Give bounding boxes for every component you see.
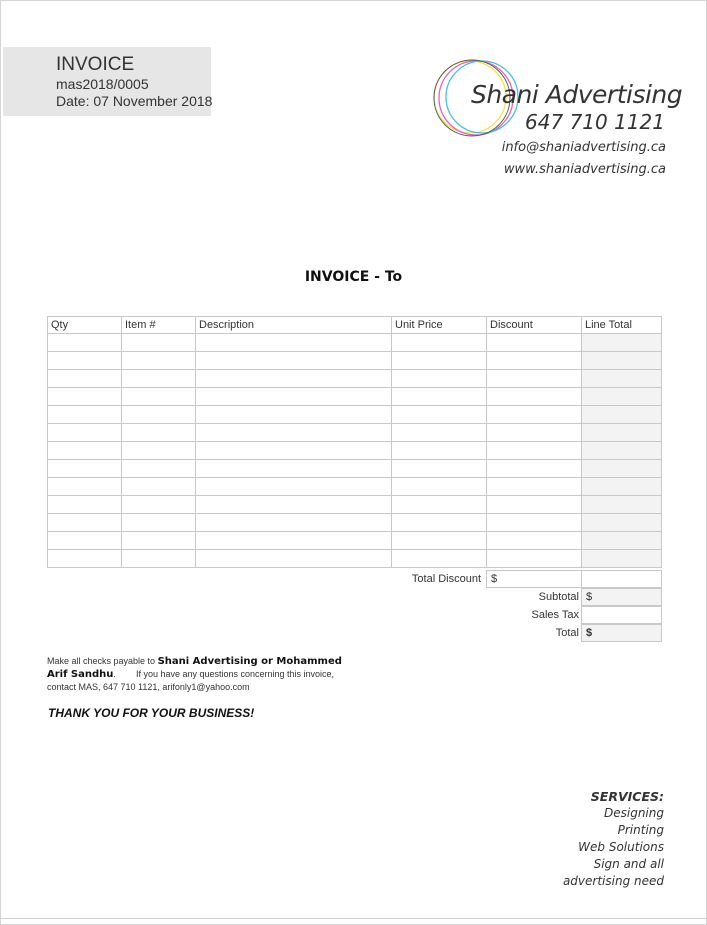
cell-qty[interactable] <box>48 514 122 532</box>
invoice-title: INVOICE <box>56 54 135 75</box>
cell-discount[interactable] <box>487 388 582 406</box>
cell-unit-price[interactable] <box>392 388 487 406</box>
table-row <box>48 424 662 442</box>
column-header-item: Item # <box>122 317 196 334</box>
cell-unit-price[interactable] <box>392 496 487 514</box>
invoice-to-heading: INVOICE - To <box>304 269 403 285</box>
sales-tax-value <box>581 606 662 624</box>
cell-discount[interactable] <box>487 370 582 388</box>
payment-instructions <box>47 655 352 694</box>
cell-line-total[interactable] <box>582 424 662 442</box>
cell-qty[interactable] <box>48 496 122 514</box>
cell-unit-price[interactable] <box>392 406 487 424</box>
bottom-rule <box>0 918 707 919</box>
cell-item[interactable] <box>122 406 196 424</box>
cell-discount[interactable] <box>487 514 582 532</box>
column-header-discount: Discount <box>487 317 582 334</box>
cell-line-total[interactable] <box>582 370 662 388</box>
cell-qty[interactable] <box>48 442 122 460</box>
service-item: Web Solutions <box>578 840 664 854</box>
company-name: Shani Advertising <box>471 80 683 109</box>
cell-item[interactable] <box>122 460 196 478</box>
cell-item[interactable] <box>122 550 196 568</box>
cell-description[interactable] <box>196 532 392 550</box>
cell-qty[interactable] <box>48 424 122 442</box>
company-website: www.shaniadvertising.ca <box>503 162 666 177</box>
subtotal-value: $ <box>581 588 662 606</box>
thank-you-message: THANK YOU FOR YOUR BUSINESS! <box>48 706 255 720</box>
service-item: advertising need <box>562 874 664 888</box>
table-header-row <box>48 317 662 334</box>
cell-discount[interactable] <box>487 406 582 424</box>
cell-description[interactable] <box>196 550 392 568</box>
table-row <box>48 370 662 388</box>
column-header-line-total: Line Total <box>582 317 662 334</box>
table-row <box>48 478 662 496</box>
cell-line-total[interactable] <box>582 550 662 568</box>
cell-line-total[interactable] <box>582 406 662 424</box>
cell-unit-price[interactable] <box>392 514 487 532</box>
cell-item[interactable] <box>122 388 196 406</box>
invoice-number: mas2018/0005 <box>56 76 149 92</box>
services-list <box>563 788 664 890</box>
cell-discount[interactable] <box>487 460 582 478</box>
cell-line-total[interactable] <box>582 334 662 352</box>
cell-unit-price[interactable] <box>392 424 487 442</box>
column-header-unit-price: Unit Price <box>392 317 487 334</box>
payable-name: Shani Advertising or Mohammed Arif Sandhu <box>47 656 342 680</box>
cell-item[interactable] <box>122 424 196 442</box>
cell-description[interactable] <box>196 496 392 514</box>
service-item: Sign and all <box>593 857 664 871</box>
cell-discount[interactable] <box>487 532 582 550</box>
cell-qty[interactable] <box>48 460 122 478</box>
cell-unit-price[interactable] <box>392 370 487 388</box>
cell-item[interactable] <box>122 442 196 460</box>
service-item: Designing <box>604 806 664 820</box>
cell-qty[interactable] <box>48 334 122 352</box>
cell-description[interactable] <box>196 406 392 424</box>
cell-unit-price[interactable] <box>392 334 487 352</box>
table-row <box>48 442 662 460</box>
total-discount-label: Total Discount <box>411 573 481 585</box>
cell-description[interactable] <box>196 442 392 460</box>
cell-discount[interactable] <box>487 550 582 568</box>
table-row <box>48 352 662 370</box>
cell-unit-price[interactable] <box>392 460 487 478</box>
cell-unit-price[interactable] <box>392 532 487 550</box>
company-email: info@shaniadvertising.ca <box>501 140 666 155</box>
cell-discount[interactable] <box>487 424 582 442</box>
column-header-qty: Qty <box>48 317 122 334</box>
table-row <box>48 334 662 352</box>
payable-suffix: . <box>113 669 116 679</box>
services-title: SERVICES: <box>590 789 664 804</box>
questions-contact: If you have any questions concerning this invoice, contact MAS, 647 710 1121, arifonly1@yahoo.com <box>47 669 335 692</box>
cell-description[interactable] <box>196 478 392 496</box>
cell-line-total[interactable] <box>582 388 662 406</box>
table-row <box>48 388 662 406</box>
items-table <box>47 316 662 568</box>
cell-description[interactable] <box>196 334 392 352</box>
cell-unit-price[interactable] <box>392 442 487 460</box>
cell-discount[interactable] <box>487 442 582 460</box>
table-body <box>48 334 662 568</box>
cell-description[interactable] <box>196 460 392 478</box>
cell-qty[interactable] <box>48 388 122 406</box>
invoice-date: Date: 07 November 2018 <box>56 93 213 109</box>
cell-item[interactable] <box>122 514 196 532</box>
cell-line-total[interactable] <box>582 496 662 514</box>
cell-item[interactable] <box>122 370 196 388</box>
cell-line-total[interactable] <box>582 352 662 370</box>
sales-tax-label: Sales Tax <box>531 609 579 621</box>
cell-item[interactable] <box>122 496 196 514</box>
cell-item[interactable] <box>122 532 196 550</box>
total-discount-value: $ <box>486 570 582 588</box>
subtotal-label: Subtotal <box>538 591 579 603</box>
cell-qty[interactable] <box>48 478 122 496</box>
cell-unit-price[interactable] <box>392 550 487 568</box>
cell-discount[interactable] <box>487 352 582 370</box>
total-label: Total <box>555 627 579 639</box>
cell-discount[interactable] <box>487 496 582 514</box>
cell-item[interactable] <box>122 478 196 496</box>
total-value: $ <box>581 624 662 642</box>
cell-line-total[interactable] <box>582 460 662 478</box>
cell-item[interactable] <box>122 334 196 352</box>
payable-prefix: Make all checks payable to <box>47 656 156 666</box>
cell-item[interactable] <box>122 352 196 370</box>
cell-description[interactable] <box>196 352 392 370</box>
cell-description[interactable] <box>196 388 392 406</box>
cell-line-total[interactable] <box>582 532 662 550</box>
cell-discount[interactable] <box>487 478 582 496</box>
table-row <box>48 514 662 532</box>
cell-line-total[interactable] <box>582 442 662 460</box>
cell-description[interactable] <box>196 514 392 532</box>
cell-qty[interactable] <box>48 550 122 568</box>
service-item: Printing <box>617 823 664 837</box>
table-row <box>48 406 662 424</box>
column-header-description: Description <box>196 317 392 334</box>
table-row <box>48 496 662 514</box>
cell-discount[interactable] <box>487 334 582 352</box>
table-row <box>48 550 662 568</box>
cell-unit-price[interactable] <box>392 352 487 370</box>
cell-unit-price[interactable] <box>392 478 487 496</box>
cell-line-total[interactable] <box>582 478 662 496</box>
cell-qty[interactable] <box>48 370 122 388</box>
cell-qty[interactable] <box>48 352 122 370</box>
cell-qty[interactable] <box>48 406 122 424</box>
cell-qty[interactable] <box>48 532 122 550</box>
table-row <box>48 460 662 478</box>
table-row <box>48 532 662 550</box>
total-discount-line-total <box>581 570 662 588</box>
cell-description[interactable] <box>196 424 392 442</box>
cell-description[interactable] <box>196 370 392 388</box>
cell-line-total[interactable] <box>582 514 662 532</box>
company-phone: 647 710 1121 <box>525 110 665 134</box>
